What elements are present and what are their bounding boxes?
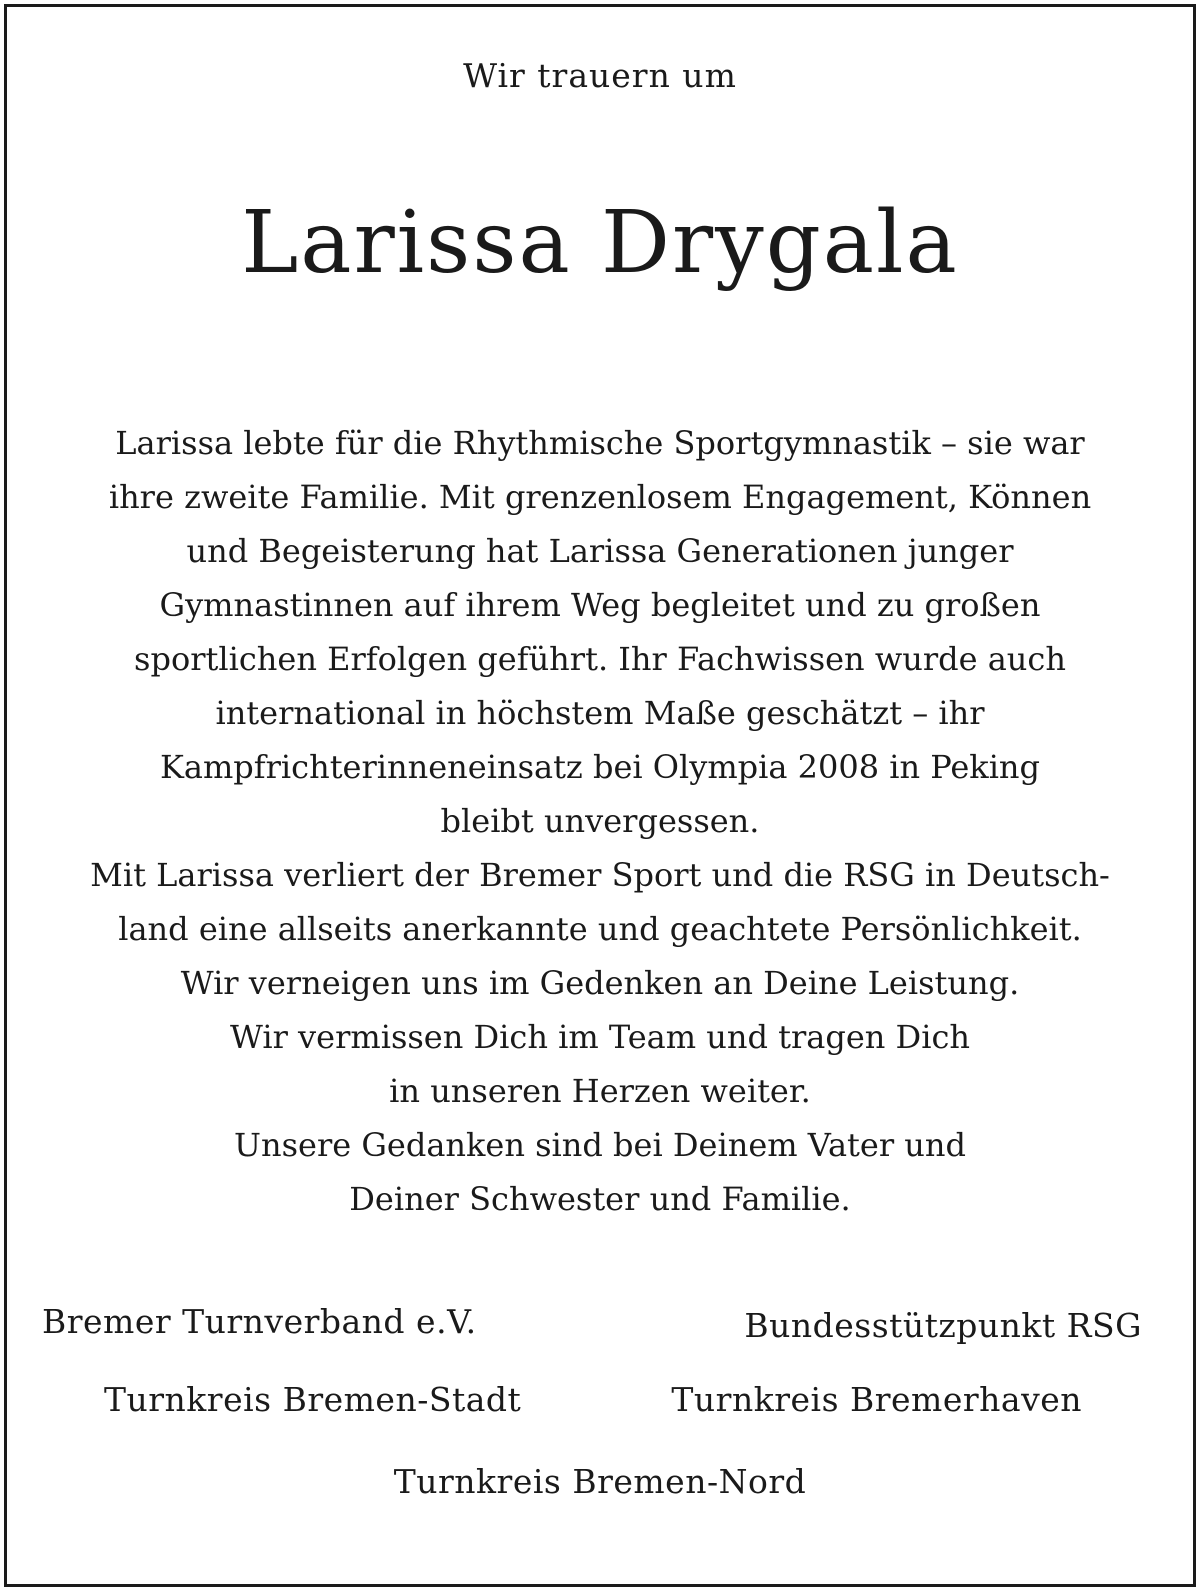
obituary-text (20, 416, 1180, 1226)
text-line: Mit Larissa verliert der Bremer Sport und die RSG in Deutsch- (90, 856, 1110, 894)
text-line: international in höchstem Maße geschätzt – ihr (215, 694, 985, 732)
signature-turnkreis-bremen-nord: Turnkreis Bremen-Nord (393, 1462, 807, 1501)
text-line: Deiner Schwester und Familie. (349, 1180, 851, 1218)
text-line: Wir vermissen Dich im Team und tragen Dich (230, 1018, 970, 1056)
deceased-name: Larissa Drygala (241, 193, 959, 293)
signature-turnkreis-bremerhaven: Turnkreis Bremerhaven (671, 1380, 1082, 1419)
text-line: sportlichen Erfolgen geführt. Ihr Fachwissen wurde auch (134, 640, 1066, 678)
text-line: land eine allseits anerkannte und geachtete Persönlichkeit. (118, 910, 1082, 948)
text-line: Unsere Gedanken sind bei Deinem Vater und (234, 1126, 966, 1164)
intro-text: Wir trauern um (463, 56, 737, 95)
text-line: und Begeisterung hat Larissa Generationen junger (186, 532, 1014, 570)
text-line: ihre zweite Familie. Mit grenzenlosem Engagement, Können (108, 478, 1092, 516)
signature-bremer-turnverband: Bremer Turnverband e.V. (42, 1302, 477, 1341)
text-line: Wir verneigen uns im Gedenken an Deine Leistung. (180, 964, 1020, 1002)
text-line: Gymnastinnen auf ihrem Weg begleitet und zu großen (159, 586, 1041, 624)
text-line: in unseren Herzen weiter. (389, 1072, 811, 1110)
text-line: Larissa lebte für die Rhythmische Sportgymnastik – sie war (115, 424, 1085, 462)
text-line: bleibt unvergessen. (440, 802, 760, 840)
signature-bundesstuetzpunkt: Bundesstützpunkt RSG (744, 1306, 1142, 1345)
signature-turnkreis-bremen-stadt: Turnkreis Bremen-Stadt (104, 1380, 522, 1419)
text-line: Kampfrichterinneneinsatz bei Olympia 2008 in Peking (159, 748, 1041, 786)
